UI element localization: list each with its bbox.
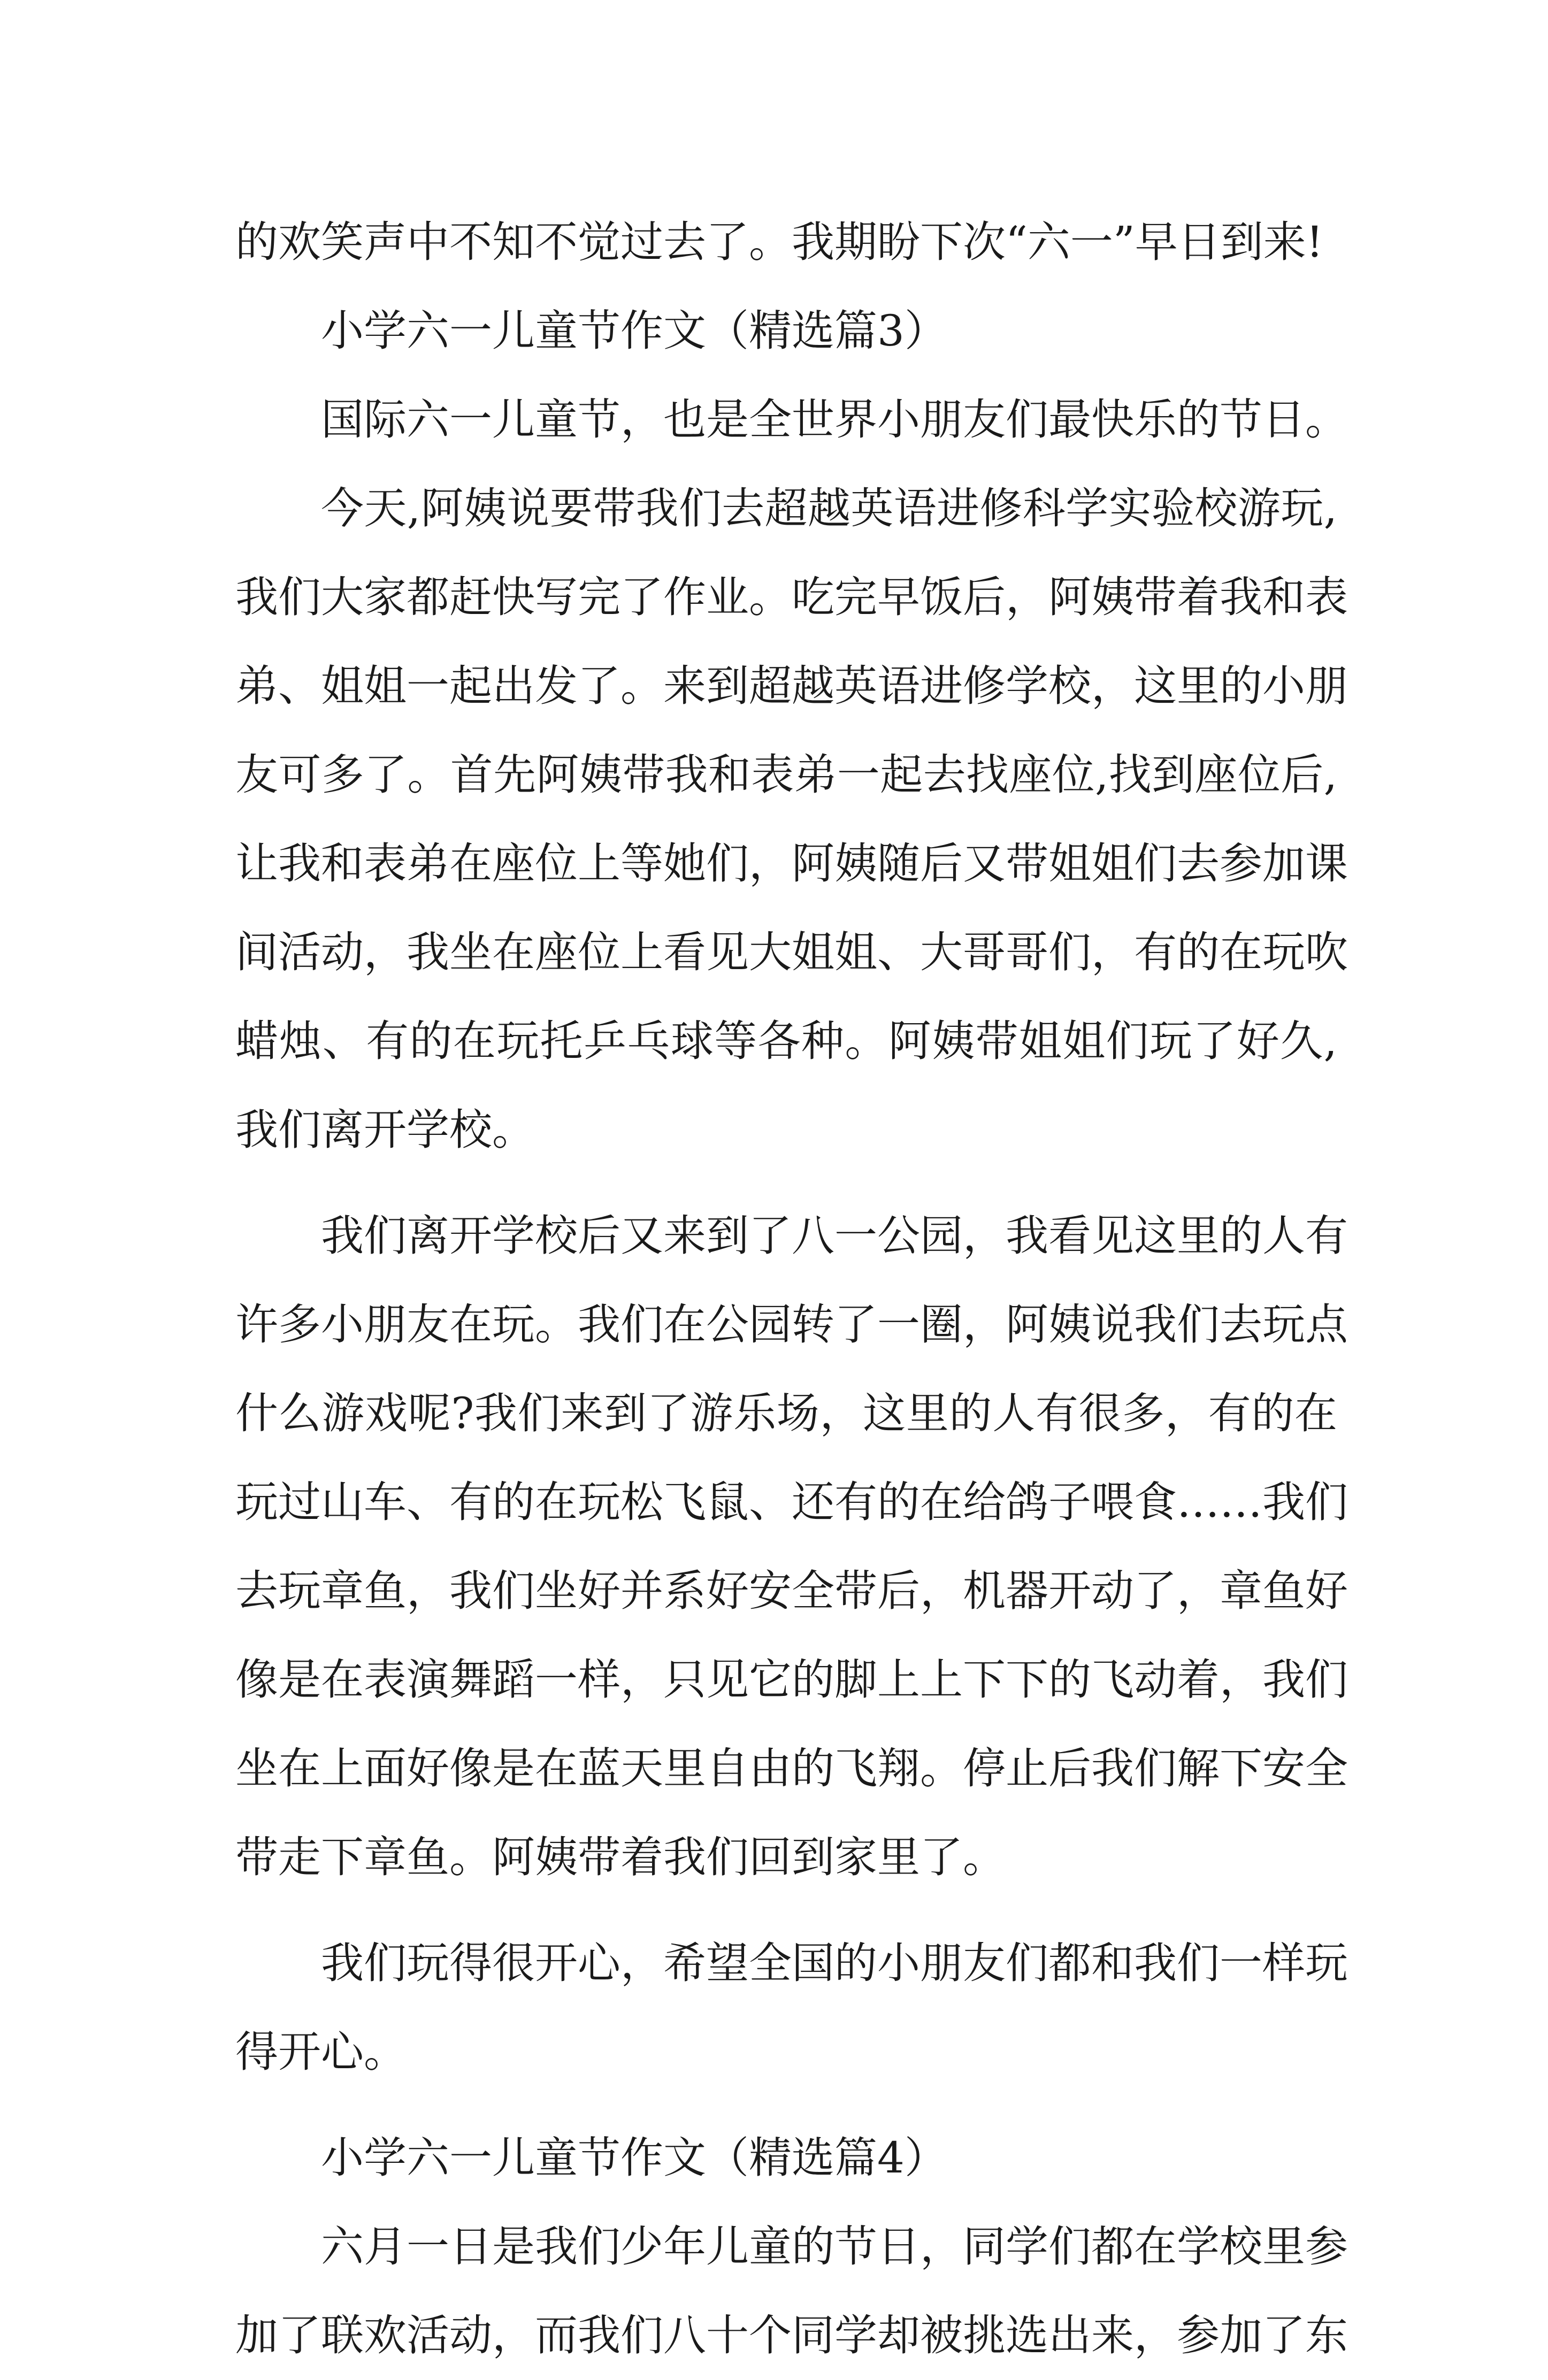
text-line: 像是在表演舞蹈一样，只见它的脚上上下下的飞动着，我们 xyxy=(235,1655,1348,1705)
essay-text xyxy=(235,198,1348,2380)
text-line: 去玩章鱼，我们坐好并系好安全带后，机器开动了，章鱼好 xyxy=(235,1566,1348,1616)
section-heading-3: 小学六一儿童节作文（精选篇3） xyxy=(321,306,947,356)
text-line: 我们离开学校。 xyxy=(235,1105,535,1155)
text-line: 蜡烛、有的在玩托乒乓球等各种。阿姨带姐姐们玩了好久, xyxy=(235,1016,1337,1066)
text-line: 国际六一儿童节，也是全世界小朋友们最快乐的节日。 xyxy=(321,395,1348,444)
text-line: 得开心。 xyxy=(235,2027,407,2077)
text-line: 加了联欢活动，而我们八十个同学却被挑选出来，参加了东 xyxy=(235,2310,1348,2360)
text-line: 我们离开学校后又来到了八一公园，我看见这里的人有 xyxy=(321,1211,1348,1261)
text-line: 许多小朋友在玩。我们在公园转了一圈，阿姨说我们去玩点 xyxy=(235,1300,1348,1349)
text-line: 带走下章鱼。阿姨带着我们回到家里了。 xyxy=(235,1832,1006,1882)
text-line: 的欢笑声中不知不觉过去了。我期盼下次“六一”早日到来! xyxy=(235,217,1323,267)
text-line: 玩过山车、有的在玩松飞鼠、还有的在给鸽子喂食……我们 xyxy=(235,1477,1348,1527)
text-line: 友可多了。首先阿姨带我和表弟一起去找座位,找到座位后, xyxy=(235,750,1337,800)
text-line: 我们大家都赶快写完了作业。吃完早饭后，阿姨带着我和表 xyxy=(235,572,1348,622)
text-line: 间活动，我坐在座位上看见大姐姐、大哥哥们，有的在玩吹 xyxy=(235,927,1348,977)
text-line: 什么游戏呢?我们来到了游乐场，这里的人有很多，有的在 xyxy=(235,1388,1337,1438)
text-line: 坐在上面好像是在蓝天里自由的飞翔。停止后我们解下安全 xyxy=(235,1744,1348,1793)
text-line: 弟、姐姐一起出发了。来到超越英语进修学校，这里的小朋 xyxy=(235,661,1348,711)
section-heading-4: 小学六一儿童节作文（精选篇4） xyxy=(321,2133,947,2183)
text-line: 让我和表弟在座位上等她们，阿姨随后又带姐姐们去参加课 xyxy=(235,839,1348,888)
text-line: 我们玩得很开心，希望全国的小朋友们都和我们一样玩 xyxy=(321,1938,1348,1988)
text-line: 六月一日是我们少年儿童的节日，同学们都在学校里参 xyxy=(321,2222,1348,2271)
text-line: 今天,阿姨说要带我们去超越英语进修科学实验校游玩, xyxy=(321,483,1337,533)
